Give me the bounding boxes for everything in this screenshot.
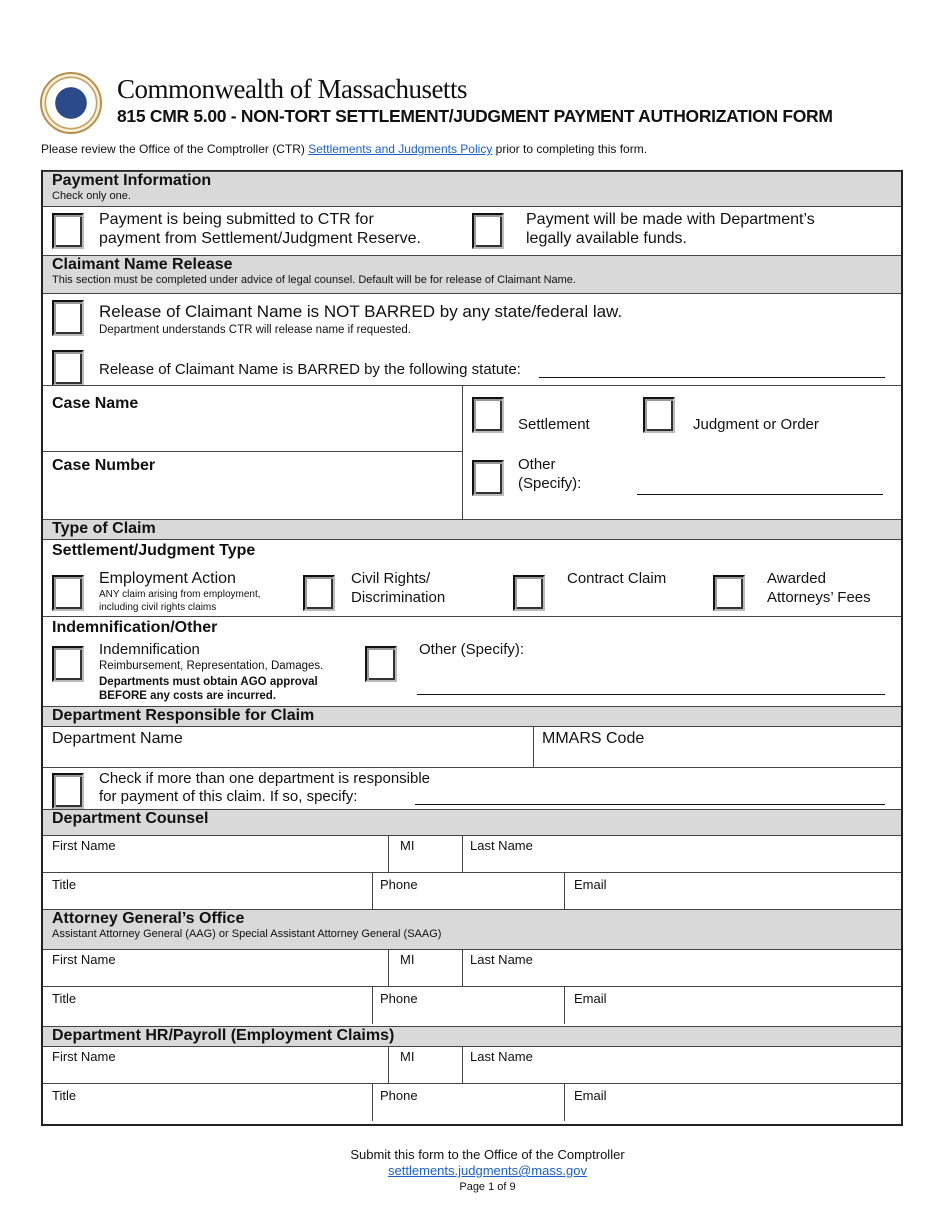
claim-header [43,519,901,540]
other-case-checkbox[interactable] [472,460,504,496]
barred-checkbox[interactable] [52,350,84,386]
fees-label [767,569,871,607]
label-line: (Specify): [518,475,582,492]
department-funds-checkbox[interactable] [472,213,504,249]
other-claim-checkbox[interactable] [365,646,397,682]
employment-checkbox[interactable] [52,575,84,611]
ago-email-field[interactable]: Email [574,991,607,1006]
not-barred-checkbox[interactable] [52,300,84,336]
civil-rights-label [351,569,445,607]
label-line: Civil Rights/ [351,570,431,587]
divider [372,986,373,1024]
label-line: Payment will be made with Department’s [526,211,815,228]
note-line: Departments must obtain AGO approval [99,676,318,688]
intro-text [41,142,647,156]
subsection-title: Indemnification/Other [52,619,218,636]
divider [388,1047,389,1083]
contract-checkbox[interactable] [513,575,545,611]
label-line: Check if more than one department is responsible [99,770,431,787]
case-number-label: Case Number [52,457,156,474]
label-line: Discrimination [351,589,446,606]
divider [43,986,901,987]
page-number: Page 1 of 9 [459,1181,516,1193]
civil-rights-checkbox[interactable] [303,575,335,611]
note-line: ANY claim arising from employment, [99,589,261,600]
counsel-header [43,809,901,836]
multi-department-input[interactable] [415,804,885,805]
ago-approval-note [99,675,318,703]
section-title: Attorney General’s Office [52,910,245,927]
section-title: Department Counsel [52,810,209,827]
divider [388,950,389,986]
employment-note [99,588,261,614]
indemnification-note: Reimbursement, Representation, Damages. [99,660,324,672]
divider [388,836,389,872]
divider [43,872,901,873]
section-title: Department HR/Payroll (Employment Claims) [52,1027,395,1044]
hr-header [43,1026,901,1047]
label-line: Payment is being submitted to CTR for [99,211,374,228]
indemnification-label: Indemnification [99,641,200,658]
ago-header [43,909,901,950]
section-title: Type of Claim [52,520,156,537]
label-line: Attorneys’ Fees [767,589,871,606]
divider [372,872,373,910]
massachusetts-seal-logo [40,72,102,134]
counsel-title-field[interactable]: Title [52,877,77,892]
counsel-first-field[interactable]: First Name [52,838,116,853]
department-name-field[interactable]: Department Name [52,730,183,747]
hr-first-field[interactable]: First Name [52,1049,116,1064]
case-name-label: Case Name [52,395,139,412]
mmars-code-field[interactable]: MMARS Code [542,730,645,747]
barred-label: Release of Claimant Name is BARRED by the following statute: [99,361,521,378]
employment-label: Employment Action [99,570,236,587]
divider [43,1083,901,1084]
label-line: Awarded [767,570,826,587]
section-note: This section must be completed under advice of legal counsel. Default will be for release of Claimant Name. [52,274,576,286]
divider [462,950,463,986]
footer-submit-text: Submit this form to the Office of the Comptroller [350,1147,625,1162]
divider [564,1083,565,1121]
label-line: Other [518,456,556,473]
divider [372,1083,373,1121]
not-barred-label: Release of Claimant Name is NOT BARRED by any state/federal law. [99,302,623,321]
note-line: BEFORE any costs are incurred. [99,690,277,702]
settlement-checkbox[interactable] [472,397,504,433]
divider [564,872,565,910]
intro-before: Please review the Office of the Comptroller (CTR) [41,142,309,156]
other-case-label [518,455,581,493]
statute-input[interactable] [539,377,885,378]
section-note: Assistant Attorney General (AAG) or Special Assistant Attorney General (SAAG) [52,928,442,940]
other-case-input[interactable] [637,494,883,495]
dept-header [43,706,901,727]
ago-phone-field[interactable]: Phone [380,991,418,1006]
label-line: legally available funds. [526,230,687,247]
section-note: Check only one. [52,190,131,202]
department-funds-label [526,210,815,248]
org-name: Commonwealth of Massachusetts [117,74,467,104]
divider [462,1047,463,1083]
counsel-email-field[interactable]: Email [574,877,607,892]
form-title: 815 CMR 5.00 - NON-TORT SETTLEMENT/JUDGMENT PAYMENT AUTHORIZATION FORM [117,106,833,126]
subsection-title: Settlement/Judgment Type [52,542,256,559]
claimant-header [43,255,901,294]
other-claim-label: Other (Specify): [419,641,525,658]
counsel-last-field[interactable]: Last Name [470,838,533,853]
hr-email-field[interactable]: Email [574,1088,607,1103]
fees-checkbox[interactable] [713,575,745,611]
divider [462,836,463,872]
footer-email-link[interactable]: settlements.judgments@mass.gov [388,1163,587,1178]
multi-department-label [99,770,430,806]
hr-phone-field[interactable]: Phone [380,1088,418,1103]
ago-title-field[interactable]: Title [52,991,77,1006]
section-title: Payment Information [52,172,212,189]
counsel-mi-field[interactable]: MI [400,838,415,853]
not-barred-note: Department understands CTR will release name if requested. [99,324,411,336]
reserve-checkbox[interactable] [52,213,84,249]
hr-title-field[interactable]: Title [52,1088,77,1103]
note-line: including civil rights claims [99,602,217,613]
section-title: Claimant Name Release [52,256,233,273]
section-title: Department Responsible for Claim [52,707,315,724]
authorization-form [41,170,903,1126]
label-line: for payment of this claim. If so, specify: [99,788,358,805]
contract-label: Contract Claim [567,570,667,587]
divider [564,986,565,1024]
reserve-label [99,210,421,248]
multi-department-checkbox[interactable] [52,773,84,809]
ago-last-field[interactable]: Last Name [470,952,533,967]
hr-last-field[interactable]: Last Name [470,1049,533,1064]
ago-mi-field[interactable]: MI [400,952,415,967]
counsel-phone-field[interactable]: Phone [380,877,418,892]
policy-link[interactable]: Settlements and Judgments Policy [308,142,493,156]
ago-first-field[interactable]: First Name [52,952,116,967]
judgment-checkbox[interactable] [643,397,675,433]
intro-after: prior to completing this form. [492,142,648,156]
payment-header [43,171,901,207]
settlement-label: Settlement [518,416,590,433]
judgment-label: Judgment or Order [693,416,819,433]
label-line: payment from Settlement/Judgment Reserve. [99,230,421,247]
hr-mi-field[interactable]: MI [400,1049,415,1064]
indemnification-checkbox[interactable] [52,646,84,682]
other-claim-input[interactable] [417,694,885,695]
